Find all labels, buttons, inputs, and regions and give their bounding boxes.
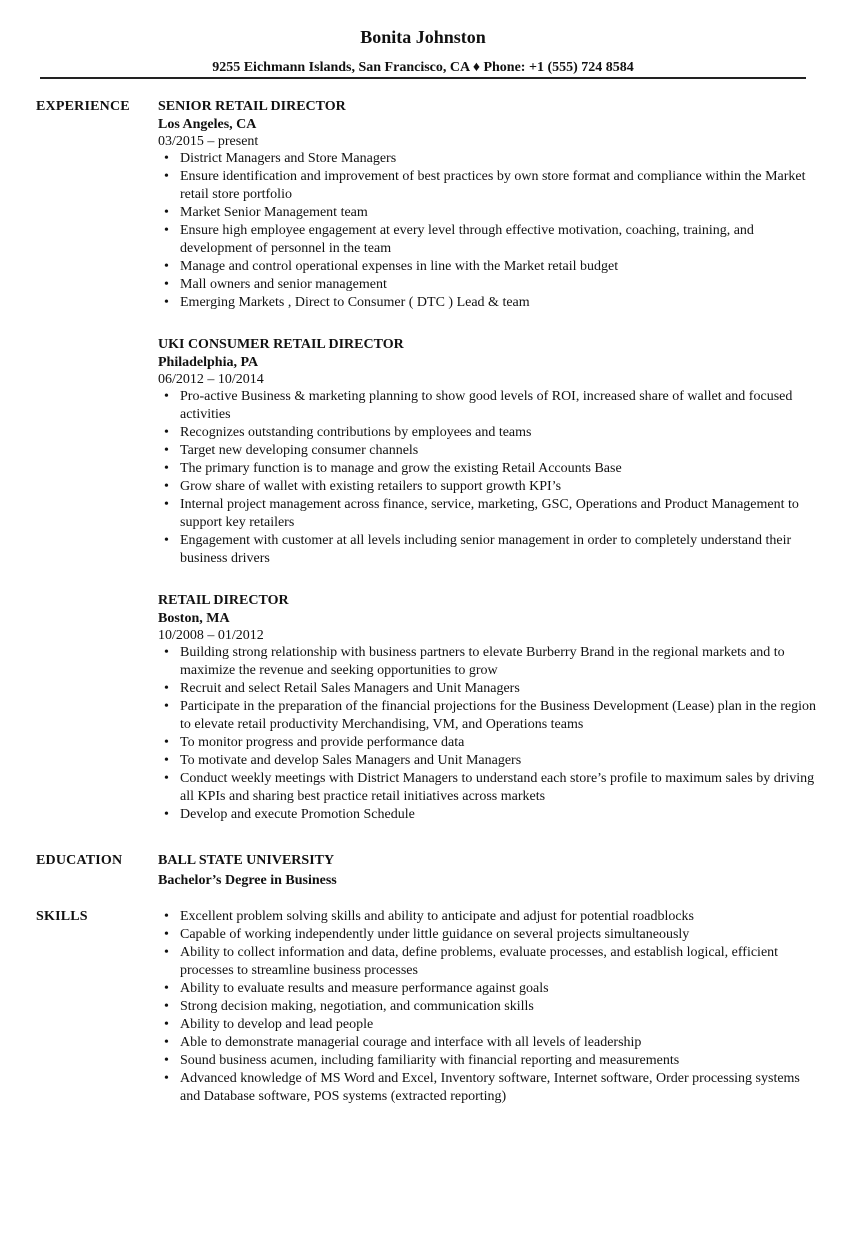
list-item: • Able to demonstrate managerial courage and interface with all levels of leadership xyxy=(158,1034,818,1052)
list-item: • Capable of working independently under little guidance on several projects simultaneously xyxy=(158,926,818,944)
job-title: SENIOR RETAIL DIRECTOR xyxy=(158,99,346,114)
skills-label: SKILLS xyxy=(36,909,88,924)
list-item: • Strong decision making, negotiation, and communication skills xyxy=(158,998,818,1016)
contact-line: 9255 Eichmann Islands, San Francisco, CA ♦ Phone: +1 (555) 724 8584 xyxy=(212,60,634,75)
list-item: • The primary function is to manage and grow the existing Retail Accounts Base xyxy=(158,460,818,478)
list-item: • Ability to develop and lead people xyxy=(158,1016,818,1034)
job-dates: 10/2008 – 01/2012 xyxy=(158,628,264,643)
job-location: Boston, MA xyxy=(158,611,230,626)
list-item: • District Managers and Store Managers xyxy=(158,150,818,168)
job-dates: 03/2015 – present xyxy=(158,134,259,149)
list-item: • Advanced knowledge of MS Word and Excel, Inventory software, Internet software, Order processing systems and Database software, POS systems (extracted reporting) xyxy=(158,1070,818,1106)
list-item: • Develop and execute Promotion Schedule xyxy=(158,806,818,824)
list-item: • Sound business acumen, including familiarity with financial reporting and measurements xyxy=(158,1052,818,1070)
list-item: • Conduct weekly meetings with District Managers to understand each store’s profile to maximum sales by driving all KPIs and sharing best practice retail initiatives across markets xyxy=(158,770,818,806)
list-item: • Engagement with customer at all levels including senior management in order to completely understand their business drivers xyxy=(158,532,818,568)
job-location: Los Angeles, CA xyxy=(158,117,257,132)
skills-list xyxy=(158,908,818,1106)
job-retail-director xyxy=(158,592,818,824)
education-label: EDUCATION xyxy=(36,853,123,868)
list-item: • Excellent problem solving skills and ability to anticipate and adjust for potential roadblocks xyxy=(158,908,818,926)
list-item: • Grow share of wallet with existing retailers to support growth KPI’s xyxy=(158,478,818,496)
list-item: • Ensure high employee engagement at every level through effective motivation, coaching, training, and development of personnel in the team xyxy=(158,222,818,258)
list-item: • Target new developing consumer channels xyxy=(158,442,818,460)
job-title: RETAIL DIRECTOR xyxy=(158,593,289,608)
list-item: • Ensure identification and improvement of best practices by own store format and compliance within the Market retail store portfolio xyxy=(158,168,818,204)
job-bullets xyxy=(158,388,818,568)
list-item: • Emerging Markets , Direct to Consumer ( DTC ) Lead & team xyxy=(158,294,818,312)
job-bullets xyxy=(158,150,818,312)
job-location: Philadelphia, PA xyxy=(158,355,259,370)
list-item: • Market Senior Management team xyxy=(158,204,818,222)
list-item: • Mall owners and senior management xyxy=(158,276,818,294)
job-uki-consumer-retail-director xyxy=(158,336,818,568)
experience-label: EXPERIENCE xyxy=(36,99,130,114)
list-item: • Ability to evaluate results and measure performance against goals xyxy=(158,980,818,998)
list-item: • Building strong relationship with business partners to elevate Burberry Brand in the regional markets and to maximize the revenue and seeking opportunities to grow xyxy=(158,644,818,680)
job-bullets xyxy=(158,644,818,824)
school-name: BALL STATE UNIVERSITY xyxy=(158,853,335,868)
list-item: • Internal project management across finance, service, marketing, GSC, Operations and Product Management to support key retailers xyxy=(158,496,818,532)
candidate-name: Bonita Johnston xyxy=(360,27,486,47)
job-senior-retail-director xyxy=(158,98,818,312)
list-item: • Recognizes outstanding contributions by employees and teams xyxy=(158,424,818,442)
list-item: • Pro-active Business & marketing planning to show good levels of ROI, increased share of wallet and focused activities xyxy=(158,388,818,424)
list-item: • Ability to collect information and data, define problems, evaluate processes, and establish logical, efficient processes to streamline business processes xyxy=(158,944,818,980)
list-item: • To monitor progress and provide performance data xyxy=(158,734,818,752)
header-divider xyxy=(40,77,806,79)
list-item: • To motivate and develop Sales Managers and Unit Managers xyxy=(158,752,818,770)
job-dates: 06/2012 – 10/2014 xyxy=(158,372,264,387)
education-block xyxy=(158,852,818,890)
list-item: • Recruit and select Retail Sales Managers and Unit Managers xyxy=(158,680,818,698)
list-item: • Manage and control operational expenses in line with the Market retail budget xyxy=(158,258,818,276)
skills-block xyxy=(158,908,818,1106)
list-item: • Participate in the preparation of the financial projections for the Business Development (Lease) plan in the region to elevate retail productivity Merchandising, VM, and Operations teams xyxy=(158,698,818,734)
job-title: UKI CONSUMER RETAIL DIRECTOR xyxy=(158,337,404,352)
degree: Bachelor’s Degree in Business xyxy=(158,873,337,888)
